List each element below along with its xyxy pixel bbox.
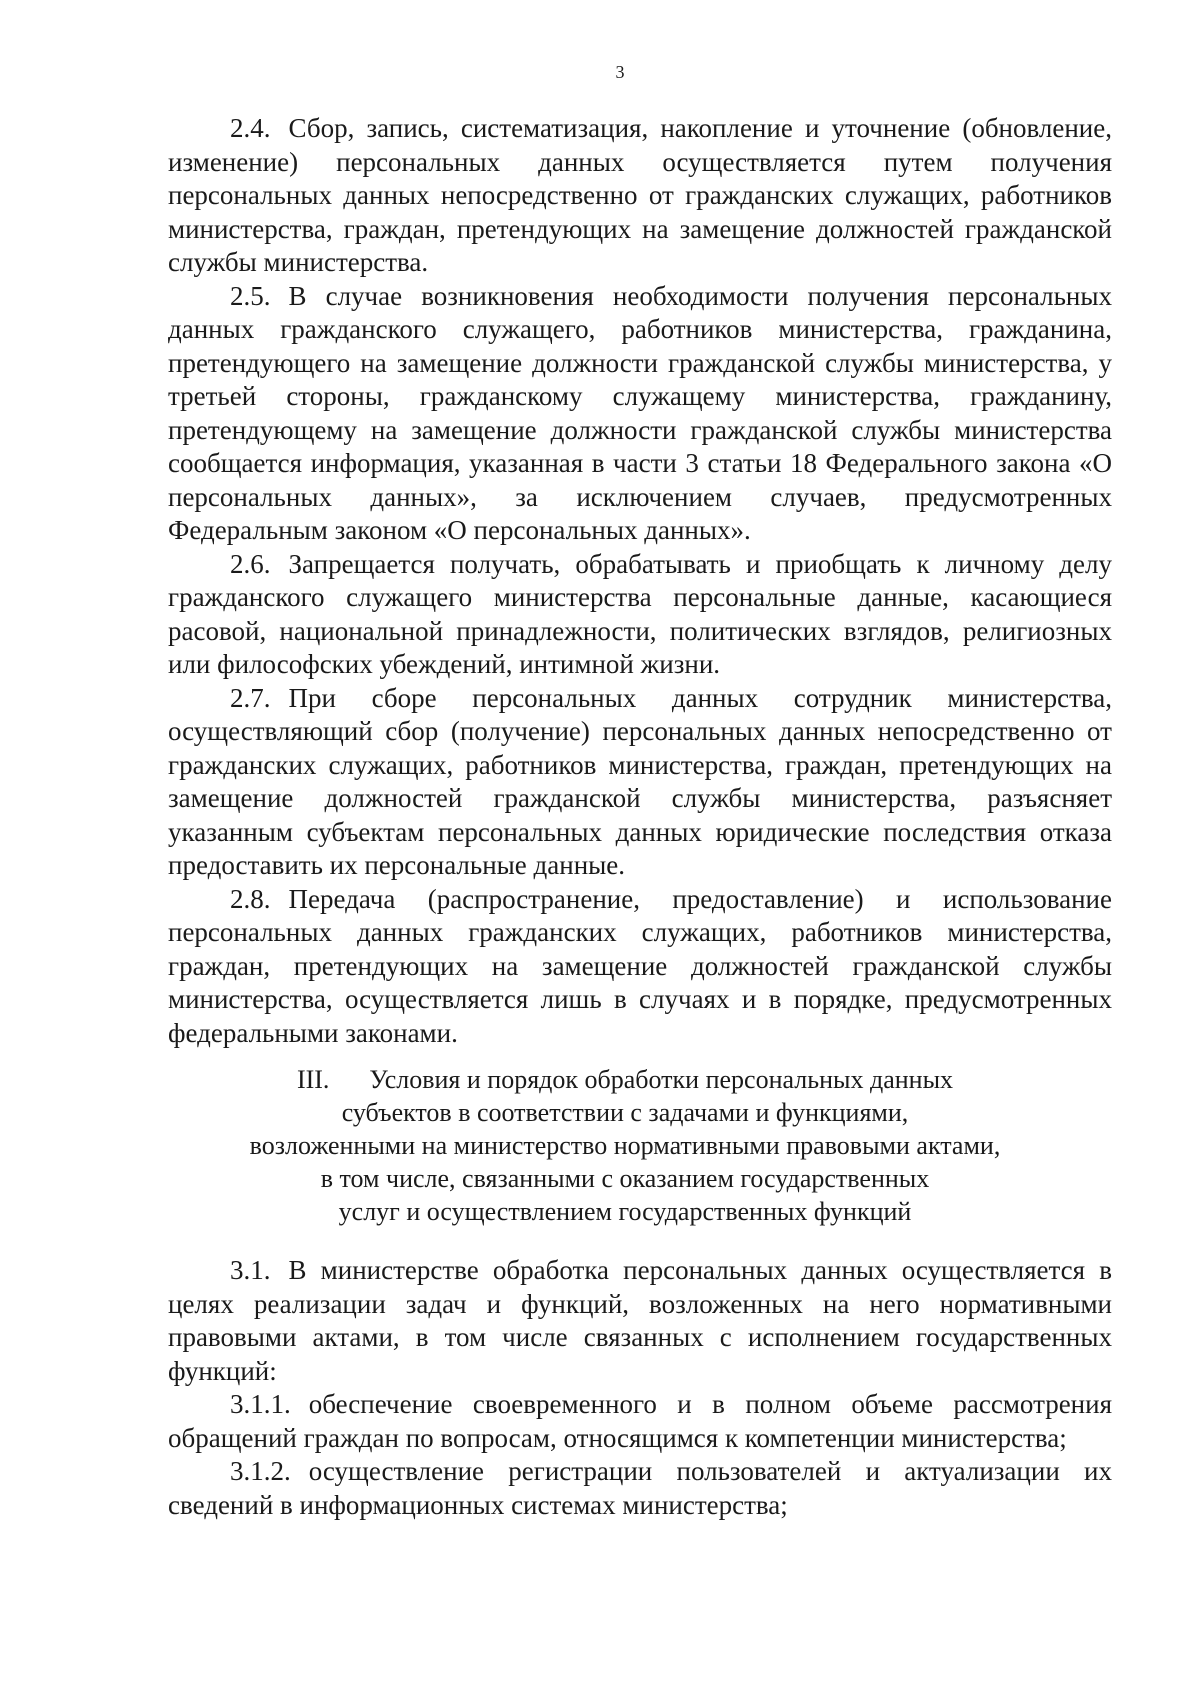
paragraph-number: 2.8. xyxy=(230,883,271,914)
paragraph-2-8 xyxy=(168,883,1112,1051)
heading-line: возложенными на министерство нормативными правовыми актами, xyxy=(249,1131,1001,1160)
paragraph-2-6 xyxy=(168,548,1112,682)
paragraph-3-1 xyxy=(168,1254,1112,1388)
heading-line: услуг и осуществлением государственных функций xyxy=(338,1197,912,1226)
paragraph-number: 2.7. xyxy=(230,682,271,713)
paragraph-2-4 xyxy=(168,112,1112,280)
heading-line: в том числе, связанными с оказанием государственных xyxy=(320,1164,930,1193)
paragraph-number: 3.1.1. xyxy=(230,1389,291,1419)
section-3-body xyxy=(168,1254,1112,1522)
heading-line xyxy=(200,1063,1050,1096)
paragraph-text: При сборе персональных данных сотрудник министерства, осуществляющий сбор (получение) персональных данных непосредственно от гражданских служащих, работников министерства, граждан, претендующих на замещение должностей гражданской службы министерства, разъясняет указанным субъектам персональных данных юридические последствия отказа предоставить их персональные данные. xyxy=(168,682,1112,880)
heading-line: субъектов в соответствии с задачами и функциями, xyxy=(341,1098,909,1127)
paragraph-3-1-2 xyxy=(168,1455,1112,1522)
paragraph-text: осуществление регистрации пользователей и актуализации их сведений в информационных системах министерства; xyxy=(168,1456,1112,1520)
paragraph-number: 3.1.2. xyxy=(230,1456,291,1486)
heading-line-text: Условия и порядок обработки персональных данных xyxy=(369,1065,954,1094)
paragraph-2-7 xyxy=(168,682,1112,883)
paragraph-3-1-1 xyxy=(168,1388,1112,1455)
paragraph-text: В министерстве обработка персональных данных осуществляется в целях реализации задач и функций, возложенных на него нормативными правовыми актами, в том числе связанных с исполнением государственных функций: xyxy=(168,1255,1112,1386)
paragraph-text: Передача (распространение, предоставление) и использование персональных данных гражданских служащих, работников министерства, граждан, претендующих на замещение должностей гражданской службы министерства, осуществляется лишь в случаях и в порядке, предусмотренных федеральными законами. xyxy=(168,883,1112,1048)
paragraph-text: В случае возникновения необходимости получения персональных данных гражданского служащего, работников министерства, гражданина, претендующего на замещение должности гражданской службы министерства, у третьей стороны, гражданскому служащему министерства, гражданину, претендующему на замещение должности гражданской службы министерства сообщается информация, указанная в части 3 статьи 18 Федерального закона «О персональных данных», за исключением случаев, предусмотренных Федеральным законом «О персональных данных». xyxy=(168,280,1112,545)
paragraph-2-5 xyxy=(168,280,1112,548)
section-2-body xyxy=(168,112,1112,1050)
paragraph-number: 2.5. xyxy=(230,280,271,311)
paragraph-number: 3.1. xyxy=(230,1255,271,1285)
paragraph-text: обеспечение своевременного и в полном объеме рассмотрения обращений граждан по вопросам, относящимся к компетенции министерства; xyxy=(168,1389,1112,1453)
paragraph-text: Запрещается получать, обрабатывать и приобщать к личному делу гражданского служащего министерства персональные данные, касающиеся расовой, национальной принадлежности, политических взглядов, религиозных или философских убеждений, интимной жизни. xyxy=(168,548,1112,679)
paragraph-text: Сбор, запись, систематизация, накопление и уточнение (обновление, изменение) персональных данных осуществляется путем получения персональных данных непосредственно от гражданских служащих, работников министерства, граждан, претендующих на замещение должностей гражданской службы министерства. xyxy=(168,113,1112,277)
section-number: III. xyxy=(296,1065,330,1094)
paragraph-number: 2.4. xyxy=(230,113,271,143)
section-3-heading xyxy=(200,1063,1050,1228)
paragraph-number: 2.6. xyxy=(230,548,271,579)
page-number: 3 xyxy=(615,62,625,82)
